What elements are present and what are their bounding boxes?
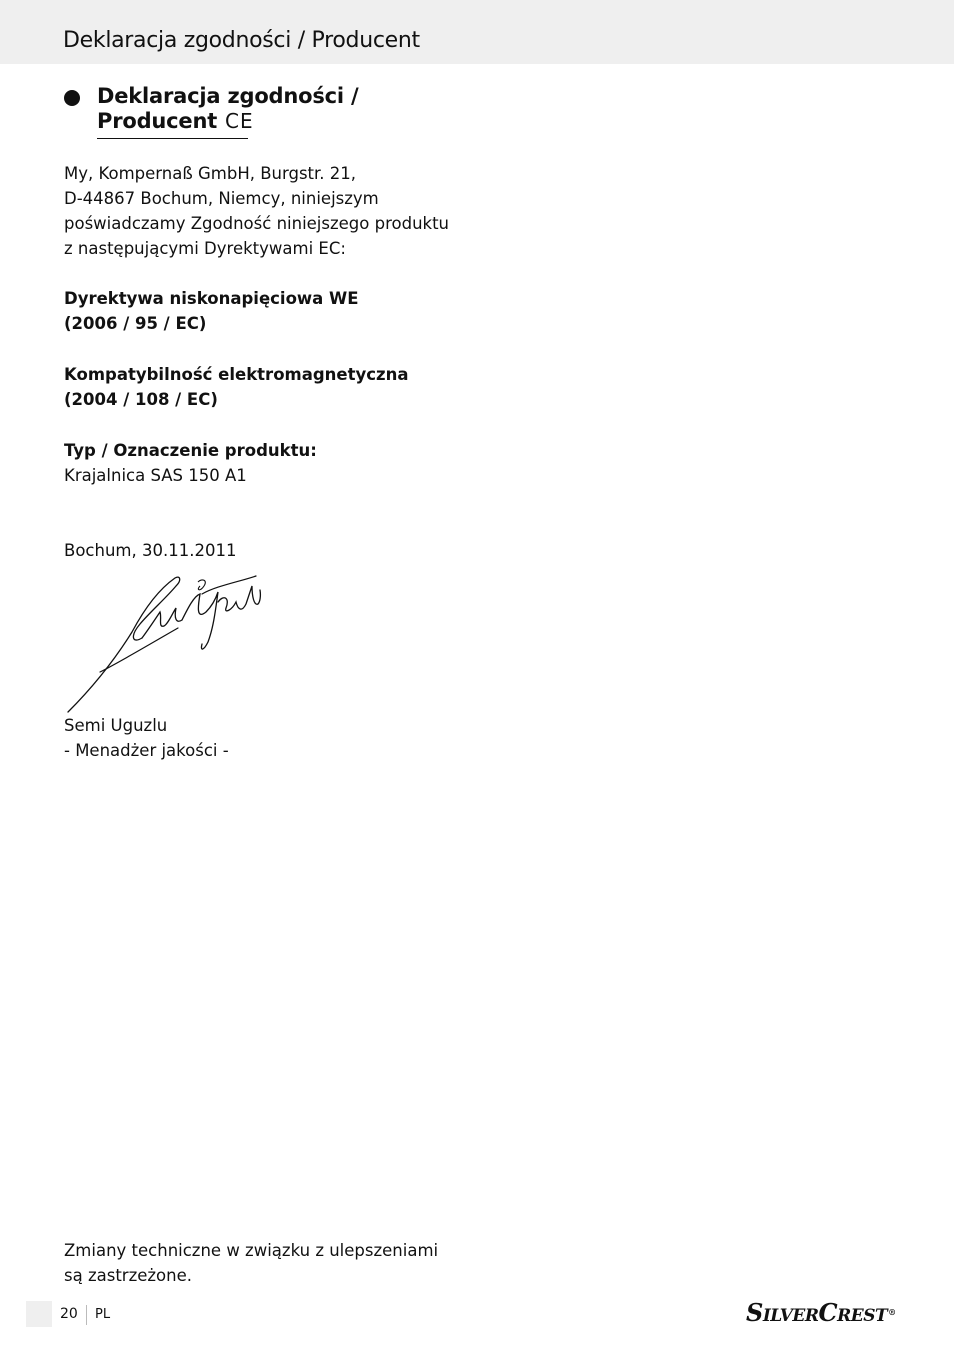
signatory-name: Semi Uguzlu [64,716,168,735]
footer-note-line: Zmiany techniczne w związku z ulepszeniami [64,1241,439,1260]
product-label: Typ / Oznaczenie produktu: [64,441,317,460]
directive-name: Kompatybilność elektromagnetyczna [64,365,409,384]
silvercrest-logo: SILVERCREST® [746,1298,896,1327]
footer-divider [86,1305,87,1325]
section-heading-line-2 [97,109,358,134]
ce-mark-icon: CE [225,109,254,133]
page-number: 20 [60,1306,78,1322]
footer-note [64,1238,438,1288]
bullet-icon [64,90,80,106]
product-value: Krajalnica SAS 150 A1 [64,466,247,485]
page-marker-box [26,1301,52,1327]
intro-line: poświadczamy Zgodność niniejszego produktu [64,214,450,233]
product-designation [64,438,317,488]
section-heading-producent: Producent [97,109,218,133]
directive-name: Dyrektywa niskonapięciowa WE [64,289,359,308]
intro-line: z następującymi Dyrektywami EC: [64,239,346,258]
directive-code: (2004 / 108 / EC) [64,390,218,409]
signatory-role: - Menadżer jakości - [64,741,229,760]
place-date [64,538,236,563]
intro-line: My, Kompernaß GmbH, Burgstr. 21, [64,164,357,183]
directive-code: (2006 / 95 / EC) [64,314,207,333]
signature-image [60,572,270,717]
page-language: PL [95,1307,111,1322]
intro-paragraph [64,161,449,261]
footer-note-line: są zastrzeżone. [64,1266,192,1285]
page-title: Deklaracja zgodności / Producent [63,28,420,53]
signatory [64,713,229,763]
place-date-text: Bochum, 30.11.2011 [64,541,237,560]
heading-underline [97,138,248,139]
section-heading [97,84,358,134]
directive-low-voltage [64,286,359,336]
intro-line: D-44867 Bochum, Niemcy, niniejszym [64,189,379,208]
section-heading-line-1: Deklaracja zgodności / [97,84,359,108]
directive-emc [64,362,409,412]
